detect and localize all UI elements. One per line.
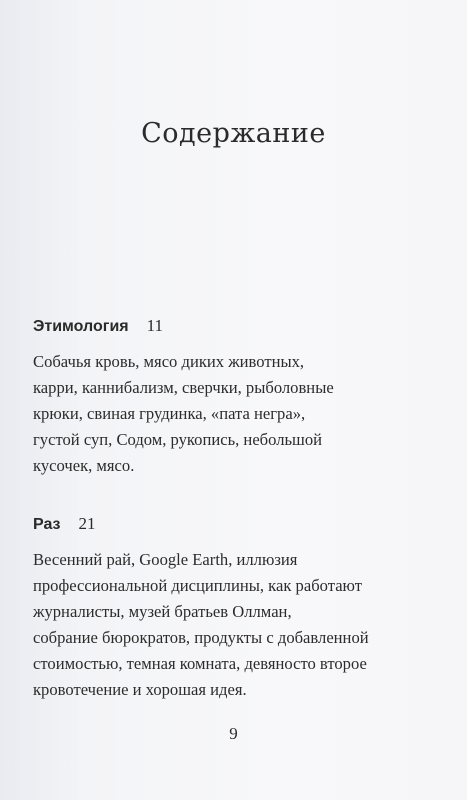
page-number: 9 (229, 724, 238, 743)
page-title: Содержание (141, 118, 326, 149)
description-line: Собачья кровь, мясо диких животных, (33, 352, 305, 371)
description-line: крюки, свиная грудинка, «пата негра», (33, 404, 306, 423)
description-line: профессиональной дисциплины, как работают (33, 576, 362, 595)
toc-entry-title: Раз (33, 516, 61, 533)
toc-entry-description (33, 547, 443, 703)
description-line: карри, каннибализм, сверчки, рыболовные (33, 378, 334, 397)
toc-entry-raz (33, 514, 443, 703)
description-line: журналисты, музей братьев Оллман, (33, 602, 292, 621)
description-line: стоимостью, темная комната, девяносто второе (33, 654, 367, 673)
toc-entry-description (33, 349, 443, 479)
toc-entry-page-number: 21 (78, 514, 96, 533)
description-line: кусочек, мясо. (33, 456, 135, 475)
description-line: собрание бюрократов, продукты с добавленной (33, 628, 369, 647)
toc-entry-title: Этимология (33, 318, 129, 335)
description-line: густой суп, Содом, рукопись, небольшой (33, 430, 323, 449)
toc-entry-page-number: 11 (146, 316, 163, 335)
toc-entry-etymology (33, 316, 443, 479)
description-line: кровотечение и хорошая идея. (33, 680, 247, 699)
toc-entry-heading (33, 514, 443, 535)
toc-entry-heading (33, 316, 443, 337)
description-line: Весенний рай, Google Earth, иллюзия (33, 550, 298, 569)
